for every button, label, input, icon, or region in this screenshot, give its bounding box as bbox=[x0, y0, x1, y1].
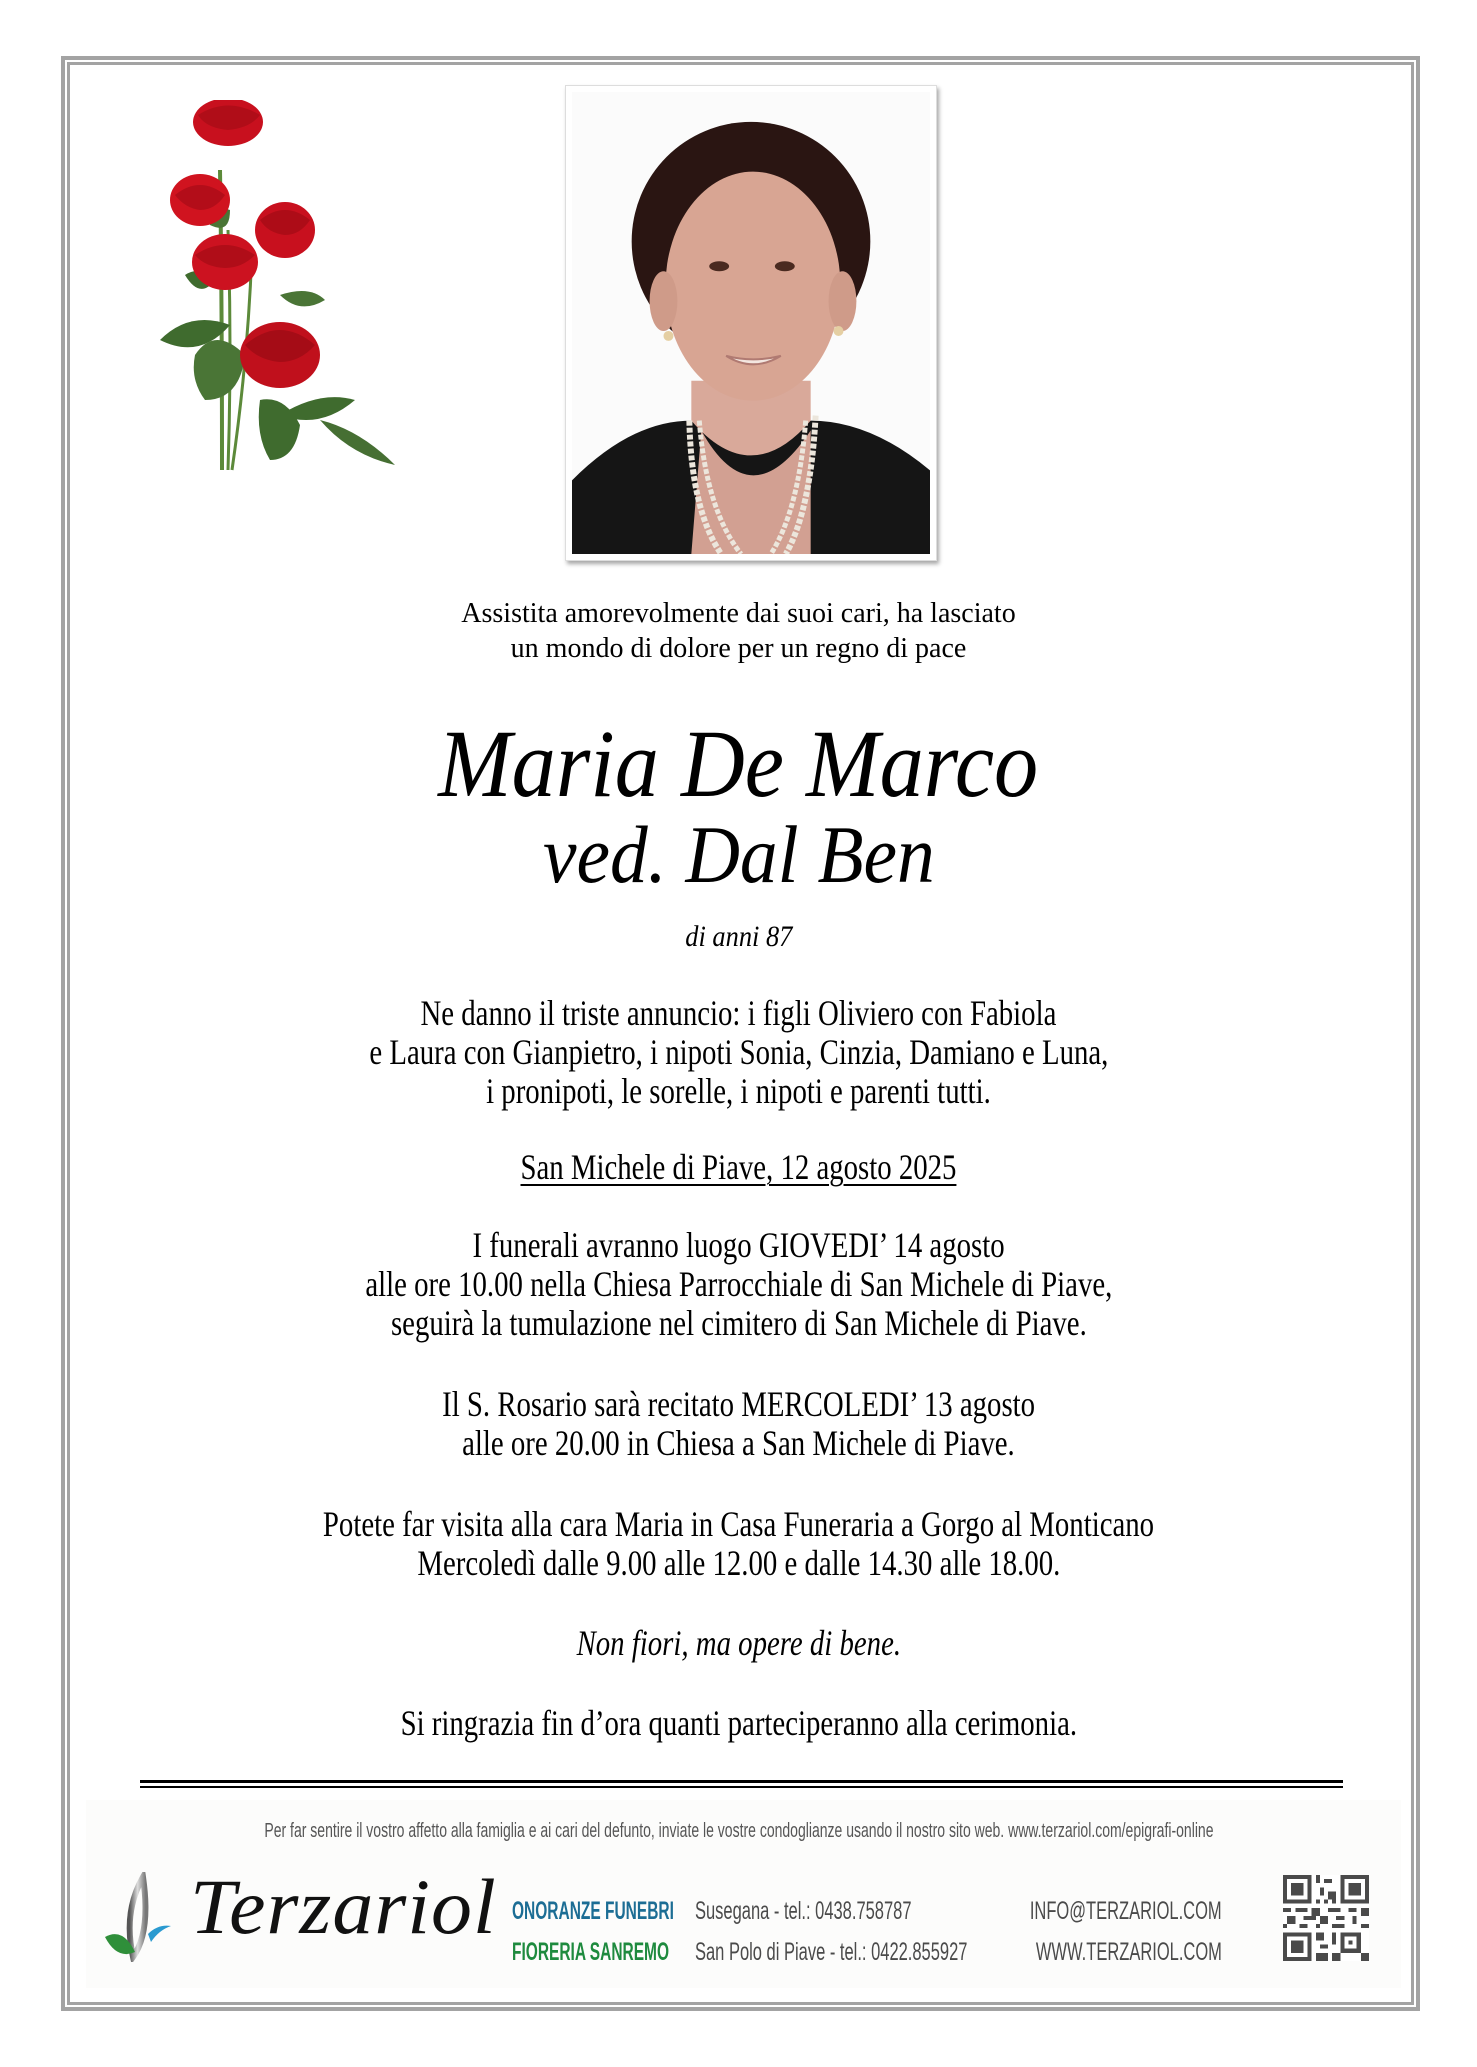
address-san-polo: San Polo di Piave - tel.: 0422.855927 bbox=[695, 1938, 968, 1966]
visit-line-1: Potete far visita alla cara Maria in Casa Funeraria a Gorgo al Monticano bbox=[322, 1504, 1155, 1544]
roses-icon bbox=[160, 100, 405, 480]
announcement-line-1: Ne danno il triste annuncio: i figli Oliviero con Fabiola bbox=[420, 993, 1057, 1033]
email-link[interactable]: INFO@TERZARIOL.COM bbox=[1030, 1897, 1222, 1925]
married-name: ved. Dal Ben bbox=[542, 809, 935, 900]
thanks: Si ringrazia fin d’ora quanti parteciperanno alla cerimonia. bbox=[400, 1703, 1077, 1743]
age: di anni 87 bbox=[684, 920, 793, 953]
terzariol-logo: Terzariol bbox=[190, 1863, 497, 1950]
separator-line-thin bbox=[140, 1786, 1343, 1788]
portrait-image bbox=[572, 92, 930, 554]
announcement-line-2: e Laura con Gianpietro, i nipoti Sonia, Cinzia, Damiano e Luna, bbox=[368, 1032, 1108, 1072]
funeral-line-1: I funerali avranno luogo GIOVEDI’ 14 agosto bbox=[472, 1225, 1005, 1265]
funeral-line-3: seguirà la tumulazione nel cimitero di San Michele di Piave. bbox=[390, 1303, 1087, 1343]
intro-line-1: Assistita amorevolmente dai suoi cari, ha lasciato bbox=[461, 598, 1016, 629]
no-flowers: Non fiori, ma opere di bene. bbox=[576, 1623, 901, 1663]
intro-line-2: un mondo di dolore per un regno di pace bbox=[510, 633, 967, 664]
announcement-line-3: i pronipoti, le sorelle, i nipoti e parenti tutti. bbox=[486, 1071, 991, 1111]
leaf-logo-icon bbox=[103, 1872, 183, 1962]
place-date: San Michele di Piave, 12 agosto 2025 bbox=[520, 1147, 957, 1187]
portrait-photo bbox=[565, 85, 937, 561]
rosary-line-2: alle ore 20.00 in Chiesa a San Michele di Piave. bbox=[462, 1423, 1015, 1463]
brand-fioreria-sanremo: FIORERIA SANREMO bbox=[512, 1938, 670, 1966]
deceased-name: Maria De Marco bbox=[438, 710, 1039, 817]
brand-onoranze-funebri: ONORANZE FUNEBRI bbox=[512, 1897, 674, 1925]
visit-line-2: Mercoledì dalle 9.00 alle 12.00 e dalle 14.30 alle 18.00. bbox=[416, 1543, 1060, 1583]
qr-code-icon[interactable] bbox=[1283, 1875, 1369, 1961]
separator-line bbox=[140, 1780, 1343, 1783]
funeral-line-2: alle ore 10.00 nella Chiesa Parrocchiale di San Michele di Piave, bbox=[365, 1264, 1112, 1304]
website-link[interactable]: WWW.TERZARIOL.COM bbox=[1035, 1938, 1222, 1966]
rosary-line-1: Il S. Rosario sarà recitato MERCOLEDI’ 13 agosto bbox=[442, 1384, 1035, 1424]
address-susegana: Susegana - tel.: 0438.758787 bbox=[695, 1897, 912, 1925]
footer-note: Per far sentire il vostro affetto alla famiglia e ai cari del defunto, inviate le vostre condoglianze usando il nostro sito web. www.terzariol.com/epigrafi-online bbox=[263, 1820, 1214, 1842]
